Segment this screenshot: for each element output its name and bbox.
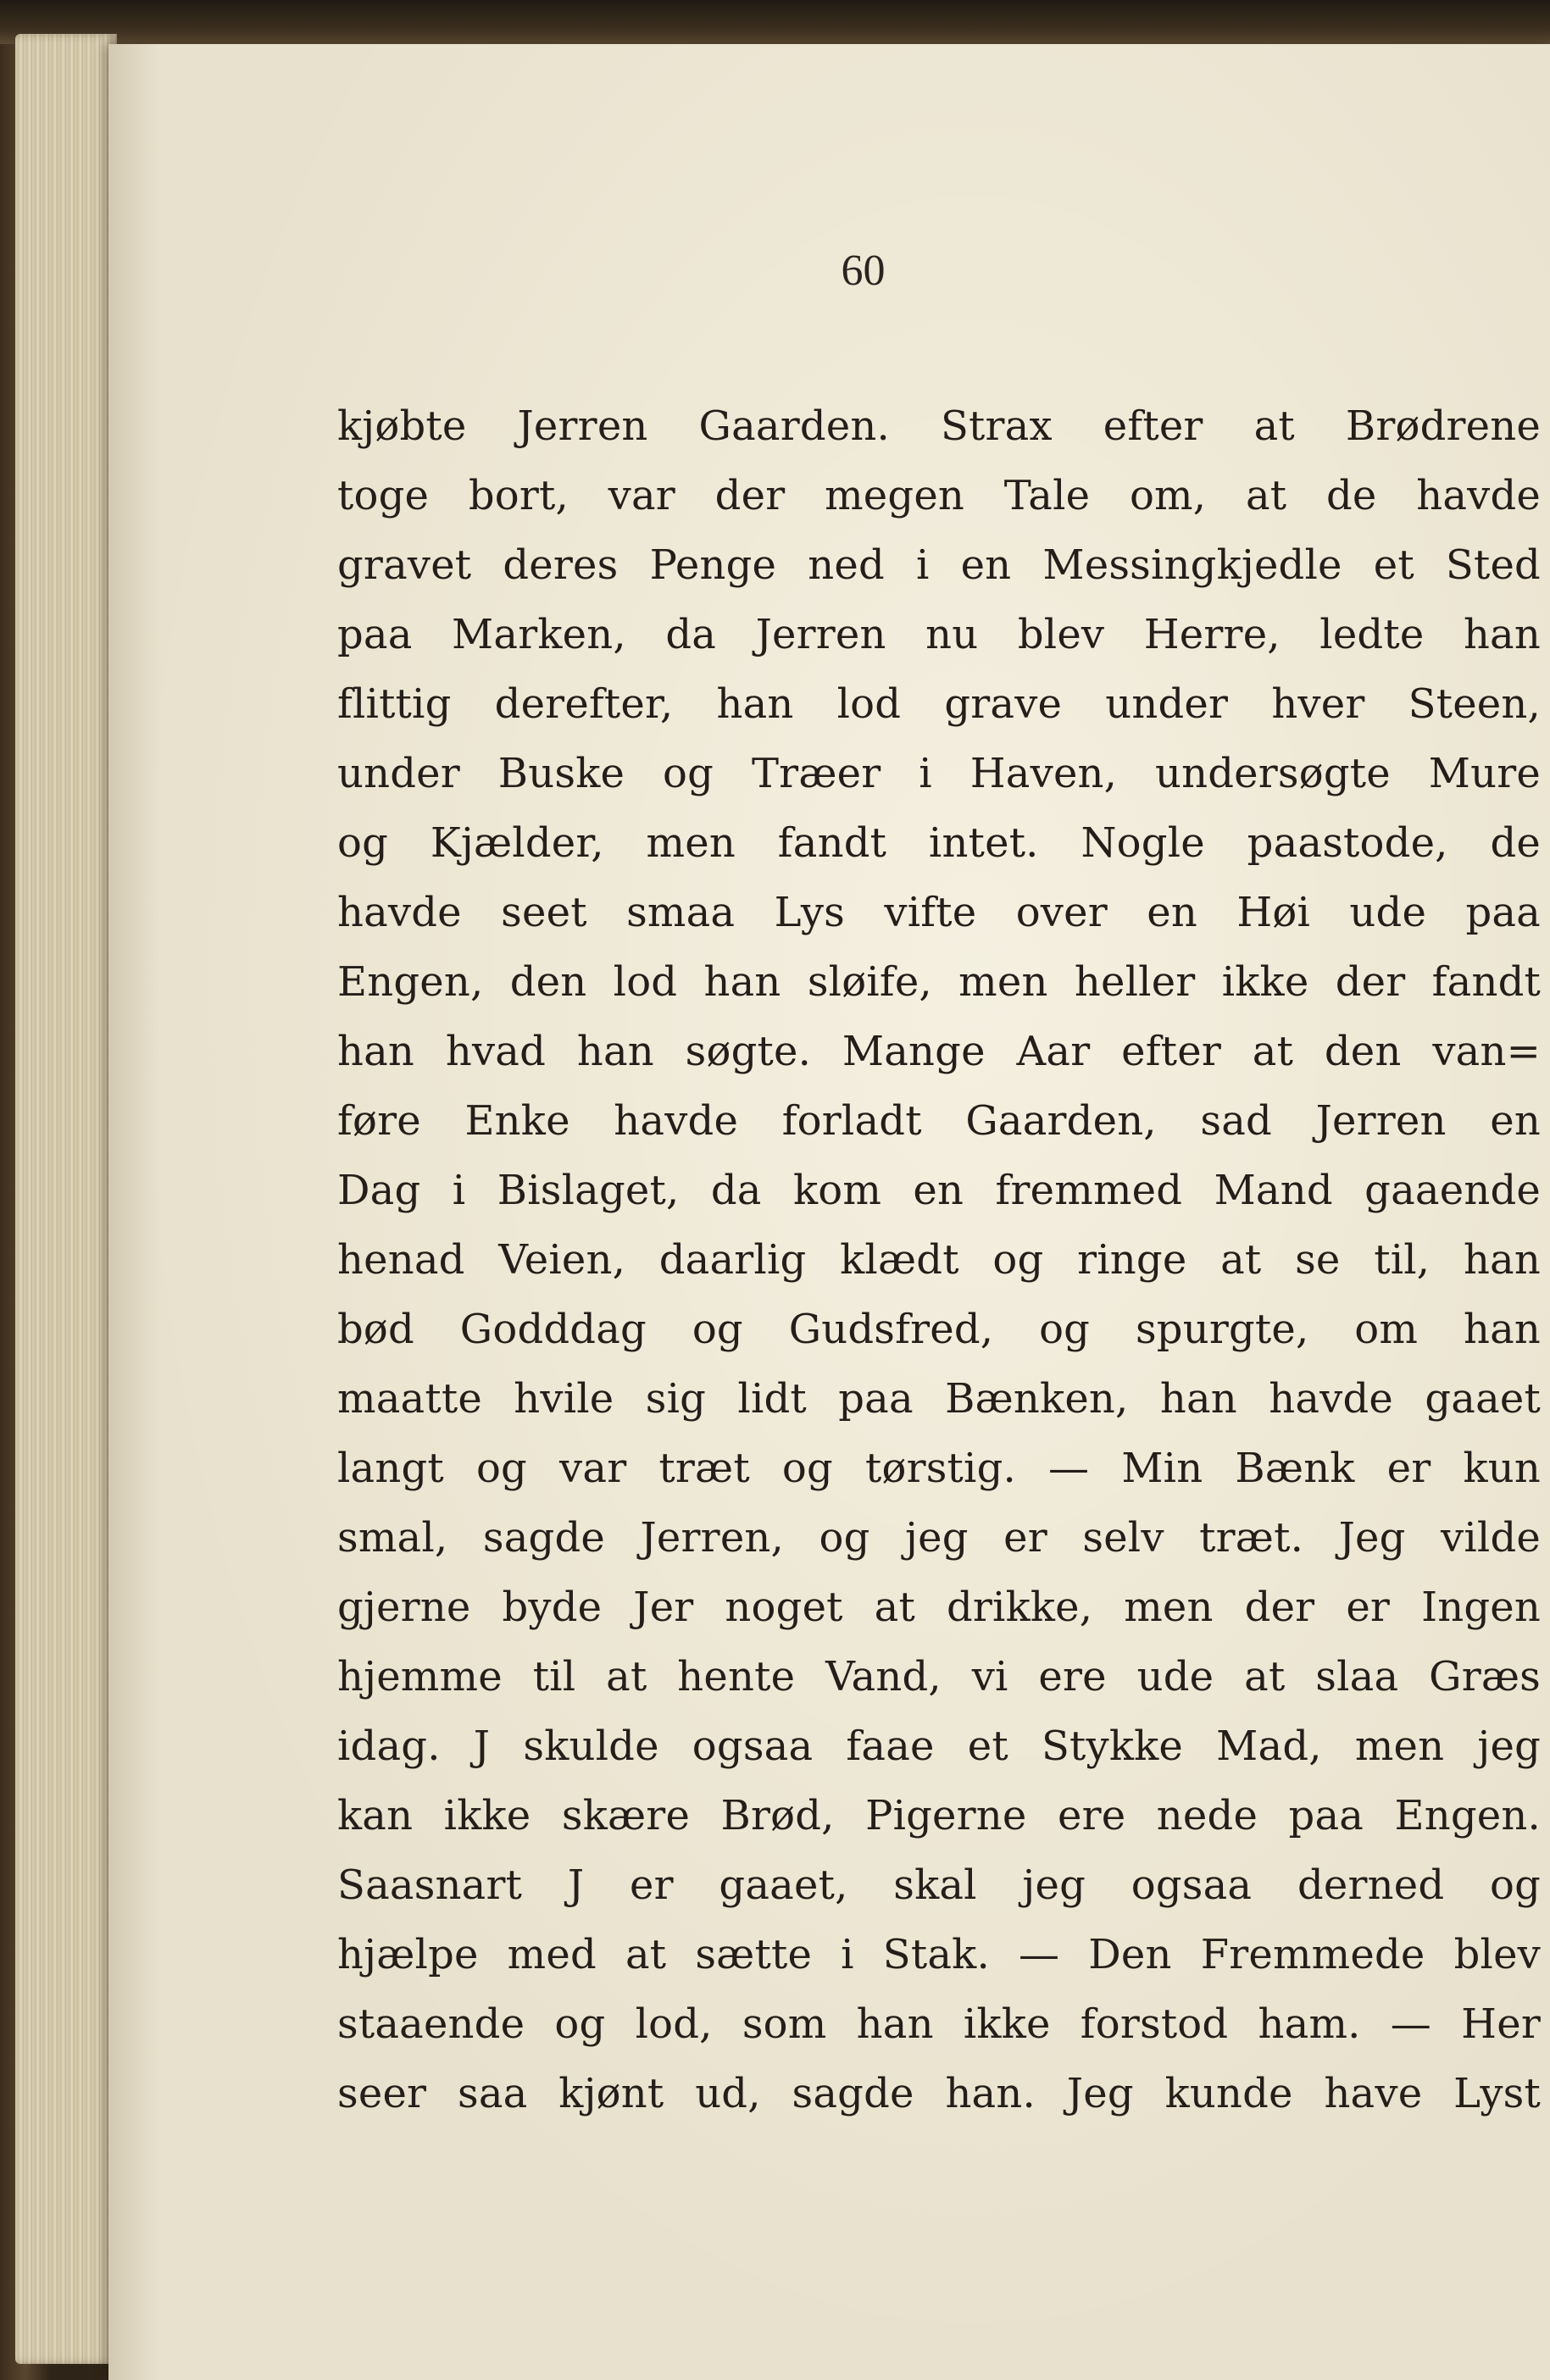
text-line: hjemme til at hente Vand, vi ere ude at slaa Græs xyxy=(337,1653,1541,1700)
text-line: seer saa kjønt ud, sagde han. Jeg kunde have Lyst xyxy=(337,2070,1541,2117)
text-line: Engen, den lod han sløife, men heller ikke der fandt xyxy=(337,958,1541,1006)
book-page xyxy=(108,44,1550,2380)
text-line: smal, sagde Jerren, og jeg er selv træt. Jeg vilde xyxy=(337,1514,1541,1562)
body-text xyxy=(337,391,1541,2128)
text-line: Saasnart J er gaaet, skal jeg ogsaa derned og xyxy=(337,1861,1541,1909)
text-line: gravet deres Penge ned i en Messingkjedle et Sted xyxy=(337,541,1541,589)
text-line: maatte hvile sig lidt paa Bænken, han havde gaaet xyxy=(337,1375,1541,1423)
page-edges xyxy=(15,34,117,2364)
text-line: hjælpe med at sætte i Stak. — Den Fremmede blev xyxy=(337,1931,1541,1978)
text-line: langt og var træt og tørstig. — Min Bænk er kun xyxy=(337,1445,1541,1492)
text-line: havde seet smaa Lys vifte over en Høi ude paa xyxy=(337,889,1541,936)
text-line: toge bort, var der megen Tale om, at de havde xyxy=(337,472,1541,519)
text-line: idag. J skulde ogsaa faae et Stykke Mad, men jeg xyxy=(337,1723,1541,1770)
book-cover-edge xyxy=(0,0,1550,44)
page-number: 60 xyxy=(841,247,886,295)
text-line: kan ikke skære Brød, Pigerne ere nede paa Engen. xyxy=(337,1792,1541,1839)
text-line: han hvad han søgte. Mange Aar efter at den van= xyxy=(337,1028,1541,1075)
text-line: bød Godddag og Gudsfred, og spurgte, om han xyxy=(337,1306,1541,1353)
text-line: Dag i Bislaget, da kom en fremmed Mand gaaende xyxy=(337,1167,1541,1214)
text-line: flittig derefter, han lod grave under hver Steen, xyxy=(337,680,1541,728)
text-line: kjøbte Jerren Gaarden. Strax efter at Brødrene xyxy=(337,402,1541,450)
text-line: og Kjælder, men fandt intet. Nogle paastode, de xyxy=(337,819,1541,867)
text-line: staaende og lod, som han ikke forstod ham. — Her xyxy=(337,2000,1541,2048)
text-line: gjerne byde Jer noget at drikke, men der er Ingen xyxy=(337,1584,1541,1631)
text-line: henad Veien, daarlig klædt og ringe at se til, han xyxy=(337,1236,1541,1284)
text-line: under Buske og Træer i Haven, undersøgte Mure xyxy=(337,750,1541,797)
text-line: føre Enke havde forladt Gaarden, sad Jerren en xyxy=(337,1097,1541,1145)
text-line: paa Marken, da Jerren nu blev Herre, ledte han xyxy=(337,611,1541,658)
